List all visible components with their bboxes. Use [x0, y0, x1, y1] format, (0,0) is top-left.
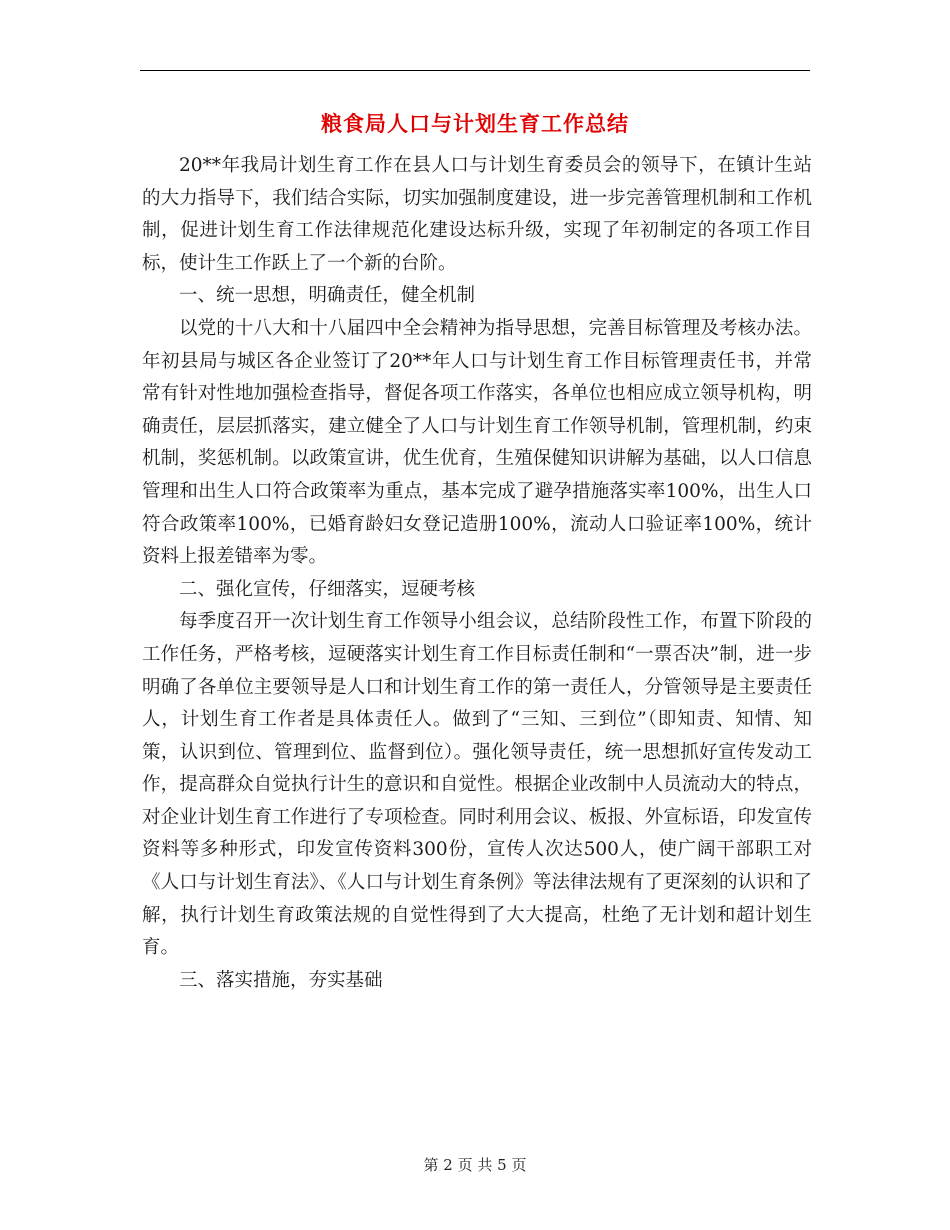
document-body — [142, 150, 812, 997]
page-number: 第 2 页 共 5 页 — [423, 1156, 527, 1174]
header-rule — [140, 70, 810, 71]
paragraph-section-1: 以党的十八大和十八届四中全会精神为指导思想，完善目标管理及考核办法。年初县局与城区各企业签订了20**年人口与计划生育工作目标管理责任书，并常常有针对性地加强检查指导，督促各项工作落实，各单位也相应成立领导机构，明确责任，层层抓落实，建立健全了人口与计划生育工作领导机制，管理机制，约束机制，奖惩机制。以政策宣讲，优生优育，生殖保健知识讲解为基础，以人口信息管理和出生人口符合政策率为重点，基本完成了避孕措施落实率100%，出生人口符合政策率100%，已婚育龄妇女登记造册100%，流动人口验证率100%，统计资料上报差错率为零。 — [142, 317, 812, 568]
paragraph-intro: 20**年我局计划生育工作在县人口与计划生育委员会的领导下，在镇计生站的大力指导下，我们结合实际，切实加强制度建设，进一步完善管理机制和工作机制，促进计划生育工作法律规范化建设达标升级，实现了年初制定的各项工作目标，使计生工作跃上了一个新的台阶。 — [142, 155, 812, 274]
section-heading-3: 三、落实措施，夯实基础 — [179, 969, 383, 991]
section-heading-1: 一、统一思想，明确责任，健全机制 — [179, 285, 476, 307]
paragraph-section-2: 每季度召开一次计划生育工作领导小组会议，总结阶段性工作，布置下阶段的工作任务，严格考核，逗硬落实计划生育工作目标责任制和“一票否决”制，进一步明确了各单位主要领导是人口和计划生育工作的第一责任人，分管领导是主要责任人，计划生育工作者是具体责任人。做到了“三知、三到位”（即知责、知情、知策，认识到位、管理到位、监督到位）。强化领导责任，统一思想抓好宣传发动工作，提高群众自觉执行计生的意识和自觉性。根据企业改制中人员流动大的特点，对企业计划生育工作进行了专项检查。同时利用会议、板报、外宣标语，印发宣传资料等多种形式，印发宣传资料300份，宣传人次达500人，使广阔干部职工对《人口与计划生育法》、《人口与计划生育条例》等法律法规有了更深刻的认识和了解，执行计划生育政策法规的自觉性得到了大大提高，杜绝了无计划和超计划生育。 — [142, 611, 812, 959]
document-title: 粮食局人口与计划生育工作总结 — [321, 112, 629, 136]
section-heading-2: 二、强化宣传，仔细落实，逗硬考核 — [179, 578, 476, 600]
